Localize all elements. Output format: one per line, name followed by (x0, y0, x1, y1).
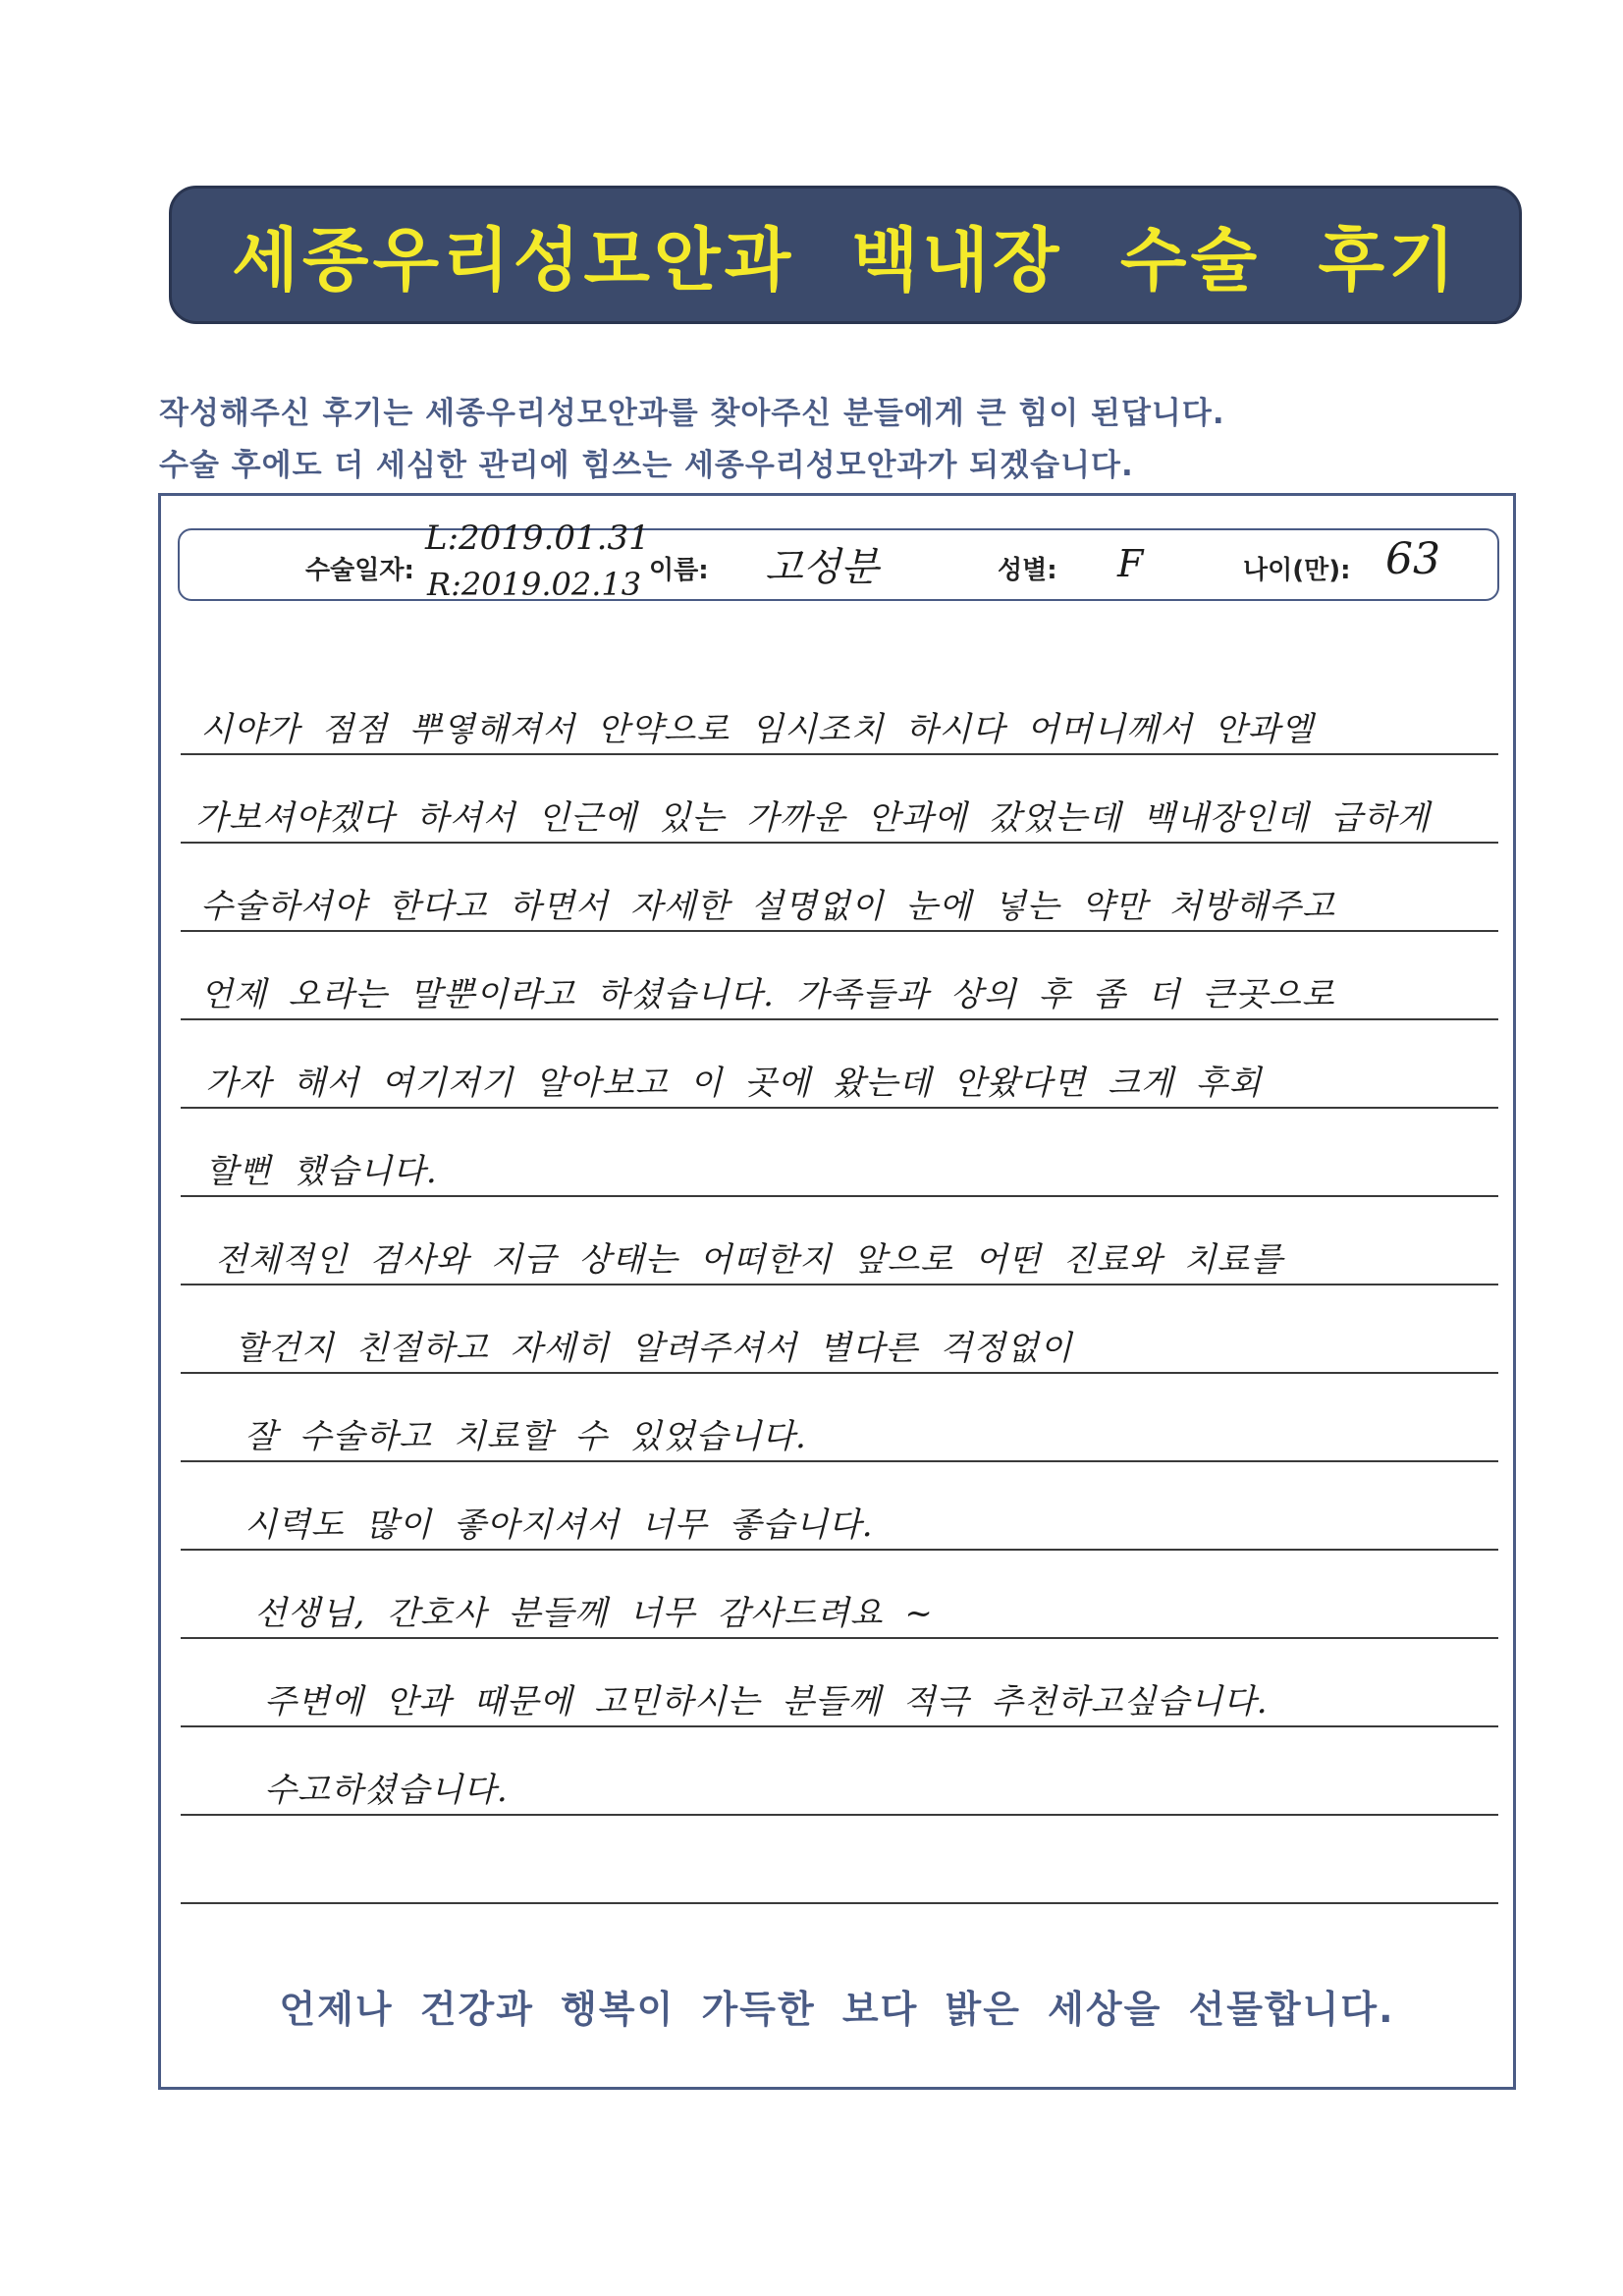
review-line: 잘 수술하고 치료할 수 있었습니다. (244, 1417, 807, 1456)
review-line: 가자 해서 여기저기 알아보고 이 곳에 왔는데 안왔다면 크게 후회 (205, 1064, 1263, 1103)
review-line: 할뻔 했습니다. (205, 1152, 438, 1191)
surgery-date-left-eye: L:2019.01.31 (425, 519, 650, 558)
surgery-date-right-eye: R:2019.02.13 (427, 566, 642, 603)
ruled-line (181, 1902, 1498, 1904)
name-value: 고성분 (765, 545, 879, 590)
intro-text-line-2: 수술 후에도 더 세심한 관리에 힘쓰는 세종우리성모안과가 되겠습니다. (159, 448, 1134, 483)
ruled-line (181, 1460, 1498, 1462)
age-label: 나이(만): (1243, 556, 1351, 585)
gender-label: 성별: (998, 556, 1057, 585)
review-line: 시야가 점점 뿌옇해져서 안약으로 임시조치 하시다 어머니께서 안과엘 (200, 710, 1315, 749)
name-label: 이름: (649, 556, 709, 585)
review-line: 할건지 친절하고 자세히 알려주셔서 별다른 걱정없이 (235, 1329, 1073, 1368)
age-value: 63 (1385, 534, 1440, 584)
review-line: 주변에 안과 때문에 고민하시는 분들께 적극 추천하고싶습니다. (264, 1682, 1269, 1722)
review-line: 전체적인 검사와 지금 상태는 어떠한지 앞으로 어떤 진료와 치료를 (215, 1240, 1284, 1280)
review-line: 가보셔야겠다 하셔서 인근에 있는 가까운 안과에 갔었는데 백내장인데 급하게 (195, 798, 1431, 838)
patient-info-box (178, 519, 1499, 603)
ruled-line (181, 1637, 1498, 1639)
ruled-line (181, 1549, 1498, 1551)
footer-slogan: 언제나 건강과 행복이 가득한 보다 밝은 세상을 선물합니다. (279, 1988, 1395, 2031)
review-line: 언제 오라는 말뿐이라고 하셨습니다. 가족들과 상의 후 좀 더 큰곳으로 (200, 975, 1335, 1014)
ruled-line (181, 1725, 1498, 1727)
review-form (158, 493, 1516, 2090)
ruled-line (181, 1018, 1498, 1020)
ruled-line (181, 1814, 1498, 1816)
ruled-line (181, 1107, 1498, 1109)
ruled-line (181, 753, 1498, 755)
title-banner (169, 186, 1522, 324)
review-line: 수고하셨습니다. (264, 1771, 509, 1810)
gender-value: F (1117, 542, 1144, 585)
ruled-line (181, 930, 1498, 932)
review-line: 선생님, 간호사 분들께 너무 감사드려요 ~ (254, 1594, 934, 1633)
ruled-line (181, 1195, 1498, 1197)
ruled-line (181, 1372, 1498, 1374)
page-title: 세종우리성모안과 백내장 수술 후기 (232, 220, 1459, 301)
review-line: 수술하셔야 한다고 하면서 자세한 설명없이 눈에 넣는 약만 처방해주고 (200, 887, 1335, 926)
surgery-date-label: 수술일자: (305, 556, 414, 585)
intro-text-line-1: 작성해주신 후기는 세종우리성모안과를 찾아주신 분들에게 큰 힘이 된답니다. (159, 396, 1225, 431)
review-line: 시력도 많이 좋아지셔서 너무 좋습니다. (244, 1505, 874, 1545)
ruled-line (181, 1284, 1498, 1285)
ruled-line (181, 842, 1498, 844)
